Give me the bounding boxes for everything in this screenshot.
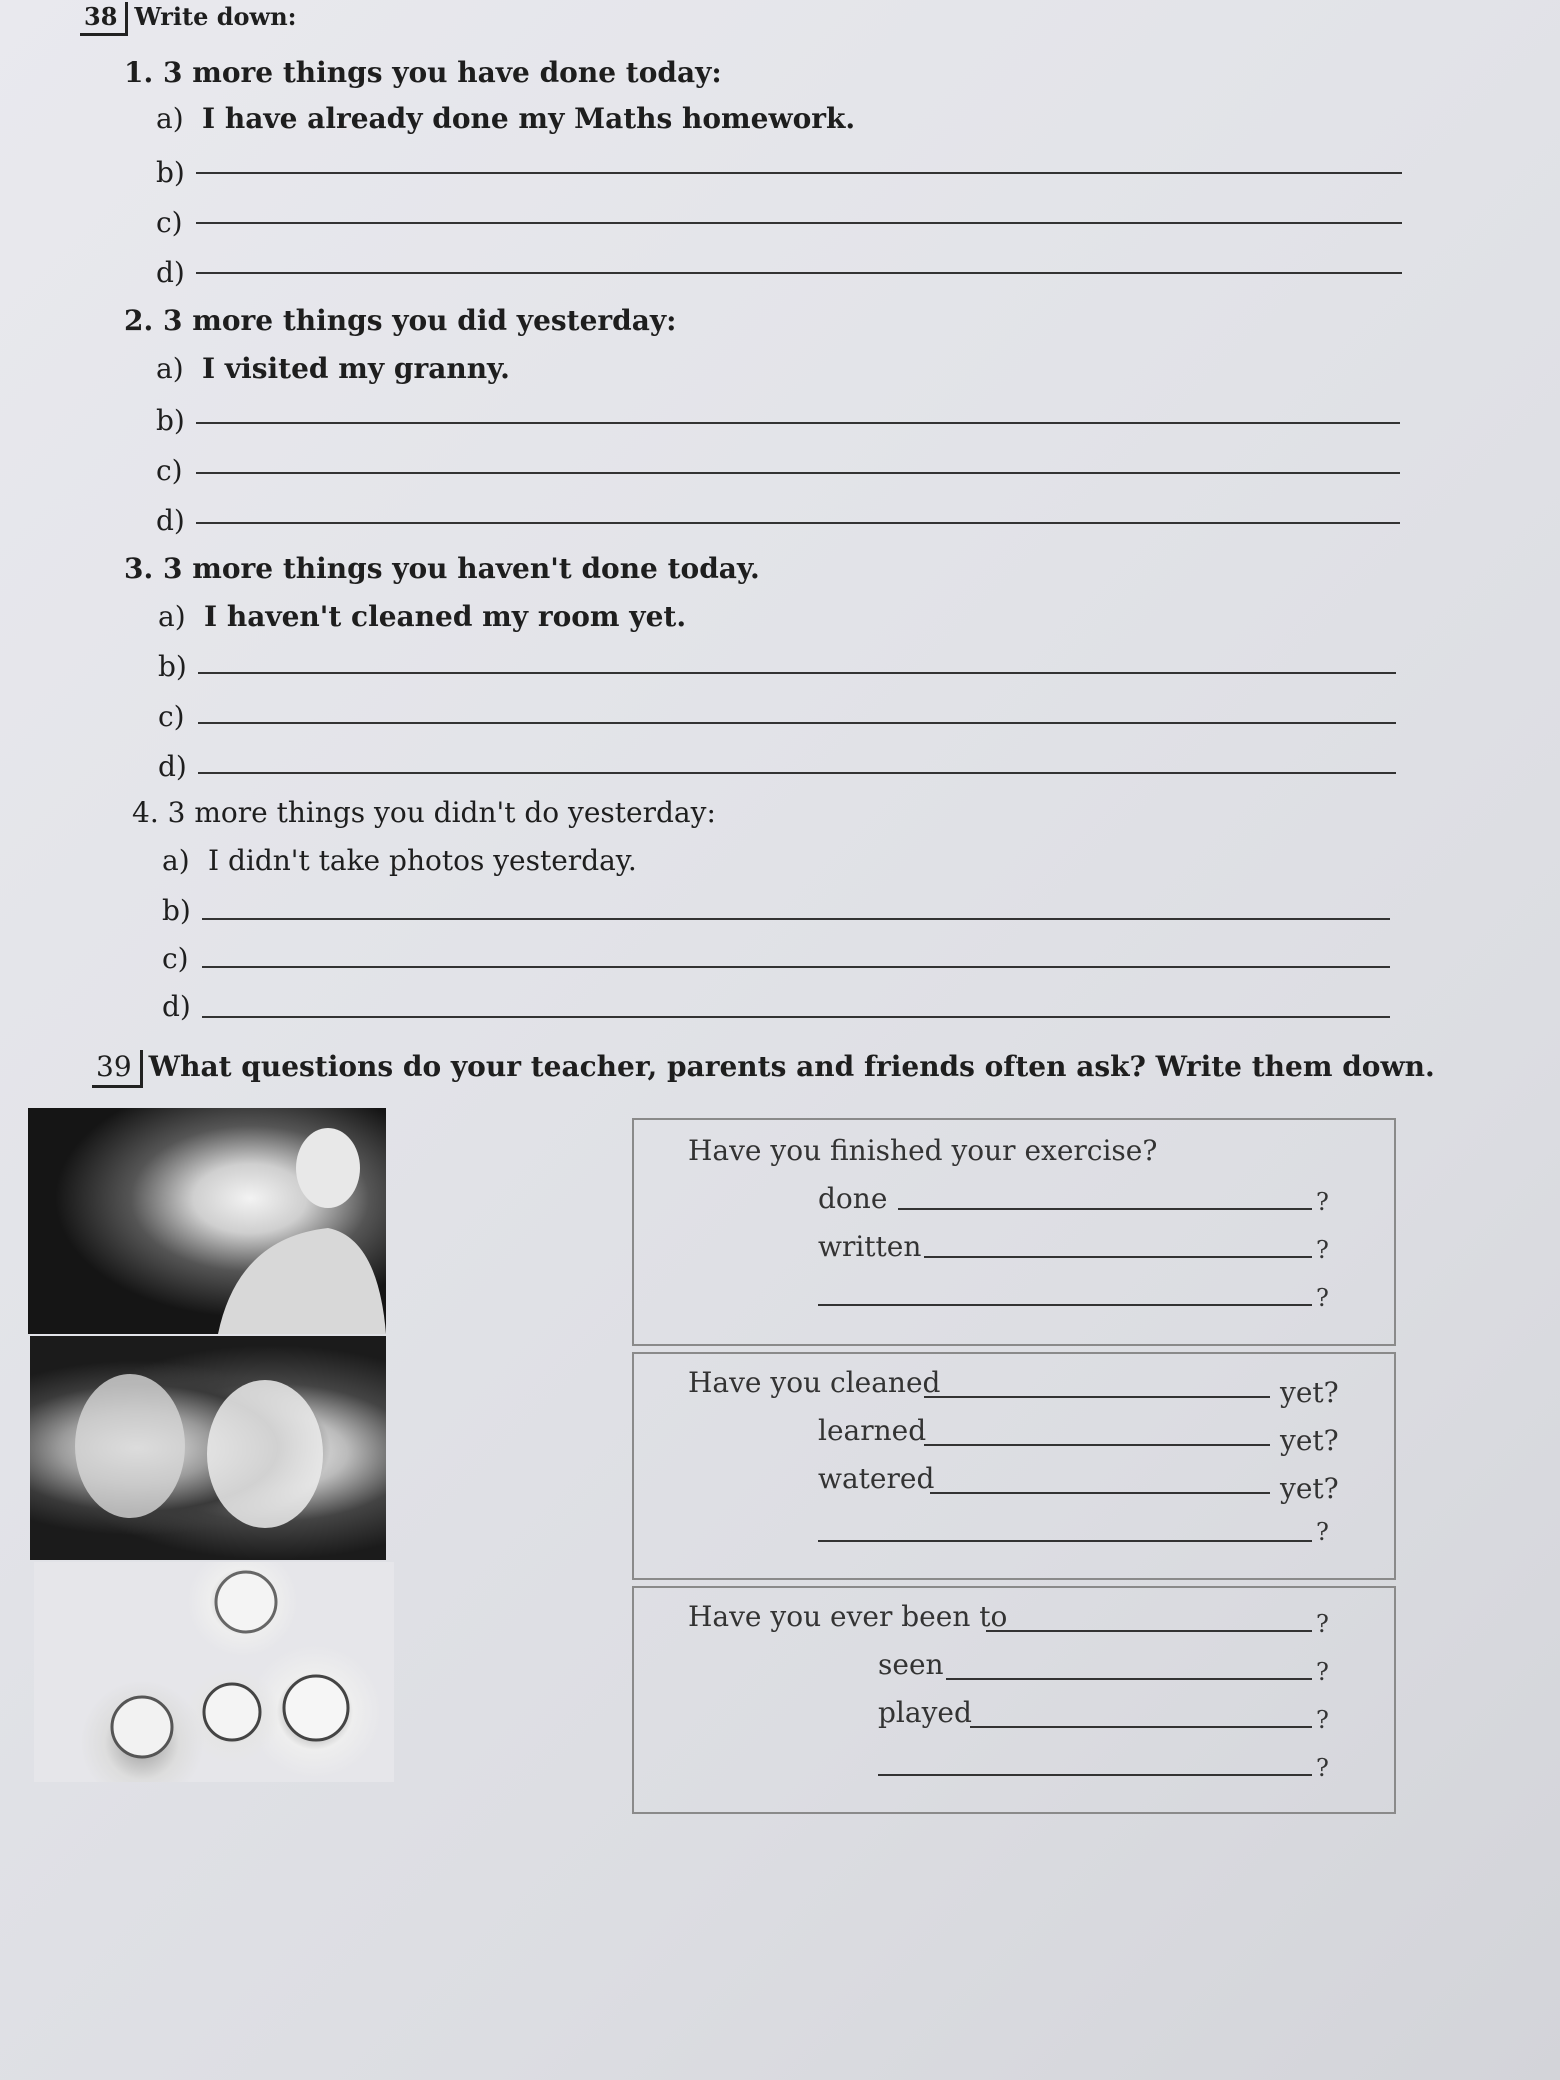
question-4-item-c — [162, 942, 200, 975]
answer-line[interactable] — [986, 1630, 1312, 1632]
item-label: a) — [156, 352, 184, 385]
example-answer: I visited my granny. — [202, 352, 510, 385]
question-2-item-b — [156, 404, 194, 437]
teacher-photo — [28, 1108, 386, 1334]
answer-line[interactable] — [202, 1016, 1390, 1018]
question-3-item-a — [158, 600, 686, 633]
question-2-title: 2. 3 more things you did yesterday: — [124, 304, 677, 337]
question-mark: ? — [1316, 1658, 1329, 1686]
example-answer: I have already done my Maths homework. — [202, 102, 856, 135]
answer-line[interactable] — [930, 1492, 1270, 1494]
answer-line[interactable] — [196, 272, 1402, 274]
question-box-cleaned — [632, 1352, 1396, 1580]
answer-line[interactable] — [970, 1726, 1312, 1728]
question-mark: ? — [1316, 1518, 1329, 1546]
friends-photo — [34, 1562, 394, 1782]
answer-line[interactable] — [196, 222, 1402, 224]
item-label: b) — [158, 650, 187, 683]
exercise-instruction: Write down: — [134, 2, 297, 31]
box-question: Have you finished your exercise? — [688, 1134, 1158, 1167]
answer-line[interactable] — [924, 1256, 1312, 1258]
answer-line[interactable] — [198, 772, 1396, 774]
question-box-finished — [632, 1118, 1396, 1346]
box-item-verb: learned — [818, 1414, 927, 1447]
item-label: b) — [156, 404, 185, 437]
yet-word: yet? — [1280, 1424, 1339, 1457]
exercise-39-heading — [92, 1050, 1435, 1088]
question-mark: ? — [1316, 1706, 1329, 1734]
exercise-number: 39 — [92, 1050, 143, 1088]
box-item-verb: seen — [878, 1648, 944, 1681]
yet-word: yet? — [1280, 1376, 1339, 1409]
answer-line[interactable] — [924, 1444, 1270, 1446]
question-mark: ? — [1316, 1610, 1329, 1638]
answer-line[interactable] — [878, 1774, 1312, 1776]
question-mark: ? — [1316, 1754, 1329, 1782]
box-question: Have you cleaned — [688, 1366, 941, 1399]
item-label: d) — [162, 990, 191, 1023]
question-1-item-a — [156, 102, 855, 135]
example-answer: I didn't take photos yesterday. — [208, 844, 637, 877]
question-mark: ? — [1316, 1284, 1329, 1312]
parents-photo — [30, 1336, 386, 1560]
box-question: Have you ever been to — [688, 1600, 1008, 1633]
question-1-item-d — [156, 256, 194, 289]
teacher-figure-icon — [28, 1108, 386, 1334]
question-mark: ? — [1316, 1236, 1329, 1264]
question-2-item-d — [156, 504, 194, 537]
exercise-38-heading — [80, 2, 297, 36]
item-label: d) — [158, 750, 187, 783]
item-label: a) — [158, 600, 186, 633]
question-4-item-a — [162, 844, 637, 877]
answer-line[interactable] — [198, 722, 1396, 724]
question-3-title: 3. 3 more things you haven't done today. — [124, 552, 760, 585]
box-item-verb: written — [818, 1230, 922, 1263]
item-label: c) — [158, 700, 185, 733]
item-label: c) — [162, 942, 189, 975]
answer-line[interactable] — [946, 1678, 1312, 1680]
box-item-verb: played — [878, 1696, 972, 1729]
question-4-title: 4. 3 more things you didn't do yesterday: — [132, 796, 716, 829]
box-item-verb: watered — [818, 1462, 935, 1495]
question-2-item-a — [156, 352, 510, 385]
answer-line[interactable] — [898, 1208, 1312, 1210]
yet-word: yet? — [1280, 1472, 1339, 1505]
question-1-title: 1. 3 more things you have done today: — [124, 56, 722, 89]
answer-line[interactable] — [202, 966, 1390, 968]
question-3-item-c — [158, 700, 196, 733]
question-3-item-b — [158, 650, 196, 683]
parents-figure-icon — [30, 1336, 386, 1560]
question-3-item-d — [158, 750, 196, 783]
item-label: c) — [156, 206, 183, 239]
question-box-ever-been — [632, 1586, 1396, 1814]
answer-line[interactable] — [196, 472, 1400, 474]
exercise-number: 38 — [80, 2, 128, 36]
question-1-item-c — [156, 206, 194, 239]
example-answer: I haven't cleaned my room yet. — [204, 600, 687, 633]
answer-line[interactable] — [924, 1396, 1270, 1398]
item-label: a) — [162, 844, 190, 877]
item-label: d) — [156, 504, 185, 537]
item-label: b) — [156, 156, 185, 189]
answer-line[interactable] — [198, 672, 1396, 674]
question-4-item-b — [162, 894, 200, 927]
answer-line[interactable] — [202, 918, 1390, 920]
answer-line[interactable] — [196, 422, 1400, 424]
item-label: d) — [156, 256, 185, 289]
question-1-item-b — [156, 156, 194, 189]
answer-line[interactable] — [196, 522, 1400, 524]
box-item-verb: done — [818, 1182, 888, 1215]
answer-line[interactable] — [818, 1304, 1312, 1306]
answer-line[interactable] — [196, 172, 1402, 174]
question-2-item-c — [156, 454, 194, 487]
question-4-item-d — [162, 990, 200, 1023]
friends-figure-icon — [34, 1562, 394, 1782]
item-label: c) — [156, 454, 183, 487]
exercise-instruction: What questions do your teacher, parents and friends often ask? Write them down. — [148, 1050, 1435, 1083]
question-mark: ? — [1316, 1188, 1329, 1216]
item-label: a) — [156, 102, 184, 135]
item-label: b) — [162, 894, 191, 927]
answer-line[interactable] — [818, 1540, 1312, 1542]
